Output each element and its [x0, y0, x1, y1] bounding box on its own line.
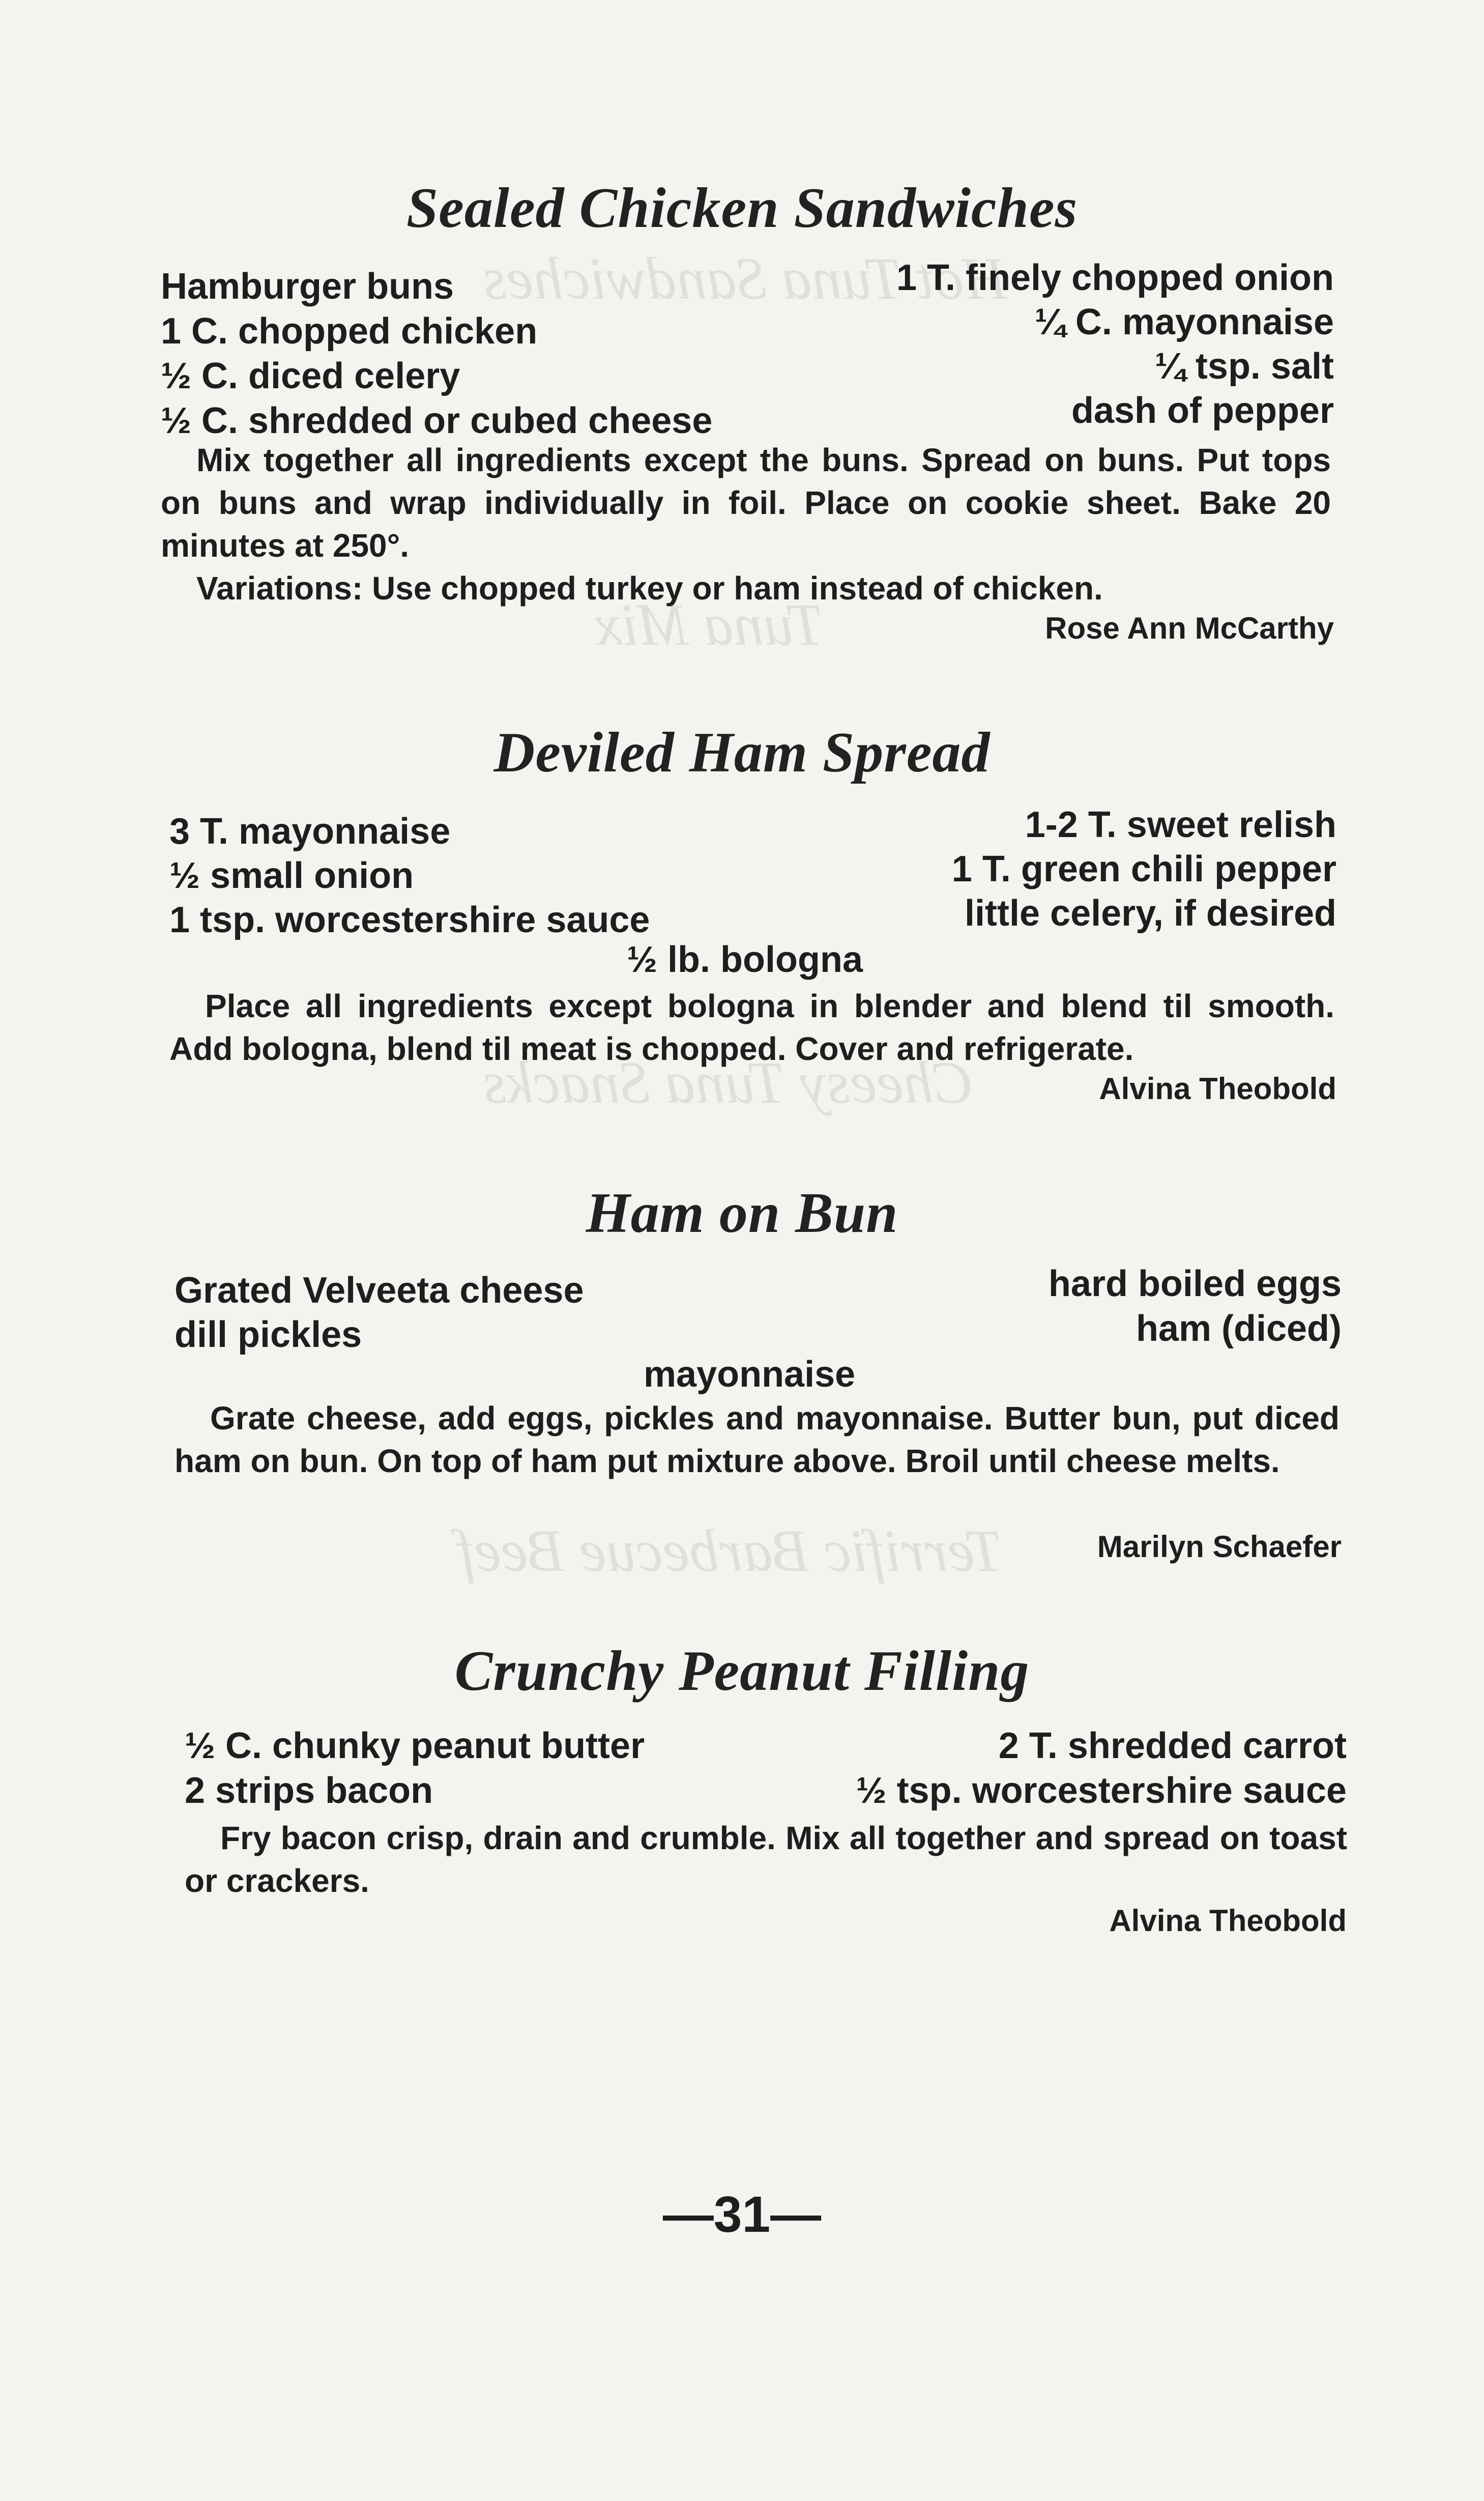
ingredient: ½ lb. bologna: [627, 939, 863, 980]
ingredient: 1 T. green chili pepper: [951, 849, 1336, 889]
directions-paragraph: Mix together all ingredients except the buns. Spread on buns. Put tops on buns and wrap individually in foil. Place on cookie sheet. Bake 20 minutes at 250°.: [161, 442, 1331, 564]
page-number: —31—: [662, 2186, 822, 2243]
bleed-through-decoration: Cheesy Tuna Snacks: [483, 1049, 974, 1116]
recipe-author: Marilyn Schaefer: [1097, 1530, 1342, 1564]
recipe-directions: [161, 439, 1331, 610]
ingredient: ½ C. shredded or cubed cheese: [161, 400, 713, 441]
ingredient: 1-2 T. sweet relish: [1025, 804, 1336, 845]
ingredient: ¼ C. mayonnaise: [1034, 302, 1334, 342]
recipe-title: Ham on Bun: [586, 1182, 898, 1245]
recipe-title: Crunchy Peanut Filling: [454, 1640, 1030, 1703]
ingredient: ½ small onion: [169, 855, 414, 896]
recipe-directions: [174, 1397, 1340, 1482]
ingredient: 1 tsp. worcestershire sauce: [169, 900, 650, 940]
ingredient: Grated Velveeta cheese: [174, 1270, 584, 1311]
directions-paragraph: Fry bacon crisp, drain and crumble. Mix all together and spread on toast or crackers.: [185, 1820, 1347, 1899]
recipe-author: Alvina Theobold: [1109, 1904, 1347, 1938]
bleed-through-decoration: Terrific Barbecue Beef: [458, 1517, 1003, 1584]
ingredient: mayonnaise: [644, 1354, 856, 1395]
recipe-title: Deviled Ham Spread: [493, 721, 991, 784]
ingredient: dash of pepper: [1071, 390, 1334, 431]
recipe-title: Sealed Chicken Sandwiches: [406, 177, 1078, 240]
ingredient: 2 strips bacon: [185, 1770, 433, 1811]
directions-paragraph: Variations: Use chopped turkey or ham instead of chicken.: [196, 570, 1103, 607]
ingredient: dill pickles: [174, 1314, 362, 1355]
directions-paragraph: Place all ingredients except bologna in blender and blend til smooth. Add bologna, blend til meat is chopped. Cover and refrigerate.: [169, 988, 1334, 1067]
ingredient: hard boiled eggs: [1048, 1263, 1342, 1304]
ingredient: ham (diced): [1136, 1308, 1342, 1349]
ingredient: 3 T. mayonnaise: [169, 811, 451, 852]
recipe-directions: [169, 985, 1334, 1070]
recipe-directions: [185, 1817, 1347, 1902]
directions-paragraph: Grate cheese, add eggs, pickles and mayonnaise. Butter bun, put diced ham on bun. On top of ham put mixture above. Broil until cheese melts.: [174, 1400, 1340, 1479]
ingredient: 1 C. chopped chicken: [161, 311, 538, 352]
ingredient: 1 T. finely chopped onion: [896, 257, 1334, 298]
bleed-through-decoration: Hot Tuna Sandwiches: [483, 245, 1007, 312]
recipe-author: Alvina Theobold: [1099, 1072, 1336, 1106]
recipe-author: Rose Ann McCarthy: [1045, 611, 1334, 645]
ingredient: ½ C. chunky peanut butter: [185, 1726, 645, 1766]
bleed-through-decoration: Tuna Mix: [595, 591, 824, 658]
ingredient: little celery, if desired: [965, 893, 1336, 934]
ingredient: 2 T. shredded carrot: [998, 1726, 1347, 1766]
ingredient: ½ C. diced celery: [161, 356, 460, 396]
ingredient: Hamburger buns: [161, 266, 454, 307]
ingredient: ½ tsp. worcestershire sauce: [856, 1770, 1347, 1811]
ingredient: ¼ tsp. salt: [1154, 346, 1334, 387]
